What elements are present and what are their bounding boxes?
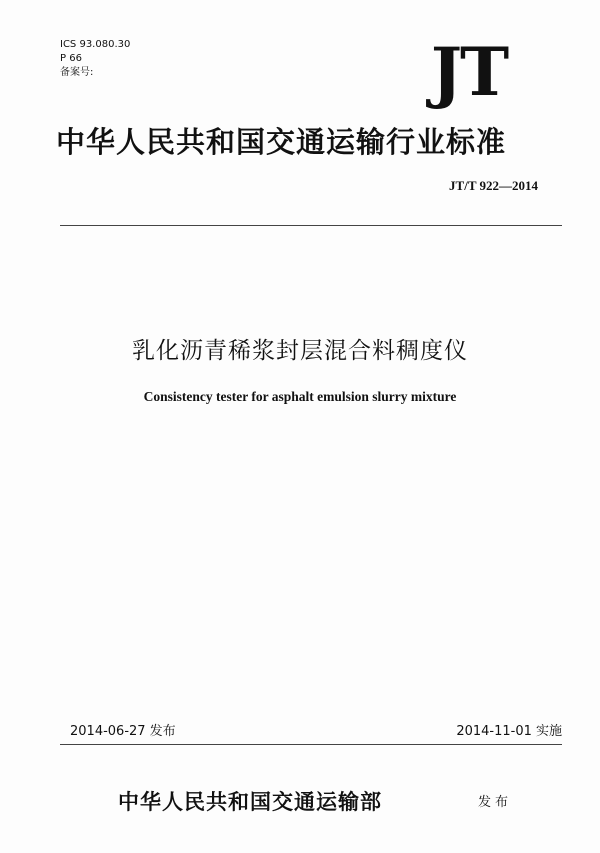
bottom-divider bbox=[60, 744, 562, 745]
record-number-label: 备案号: bbox=[60, 67, 94, 78]
ics-code: ICS 93.080.30 bbox=[60, 39, 131, 50]
standard-category-title: 中华人民共和国交通运输行业标准 bbox=[56, 125, 507, 159]
issue-date: 2014-06-27 发布 bbox=[70, 724, 176, 739]
standard-number: JT/T 922—2014 bbox=[449, 178, 538, 193]
top-divider bbox=[60, 225, 562, 226]
publisher-name: 中华人民共和国交通运输部 bbox=[118, 789, 382, 814]
implementation-date: 2014-11-01 实施 bbox=[456, 724, 562, 739]
document-title-chinese: 乳化沥青稀浆封层混合料稠度仪 bbox=[132, 338, 468, 364]
publish-label: 发布 bbox=[478, 795, 513, 810]
document-title-english: Consistency tester for asphalt emulsion slurry mixture bbox=[143, 389, 457, 404]
jt-logo: JT bbox=[430, 33, 508, 111]
classification-code: P 66 bbox=[60, 53, 82, 64]
